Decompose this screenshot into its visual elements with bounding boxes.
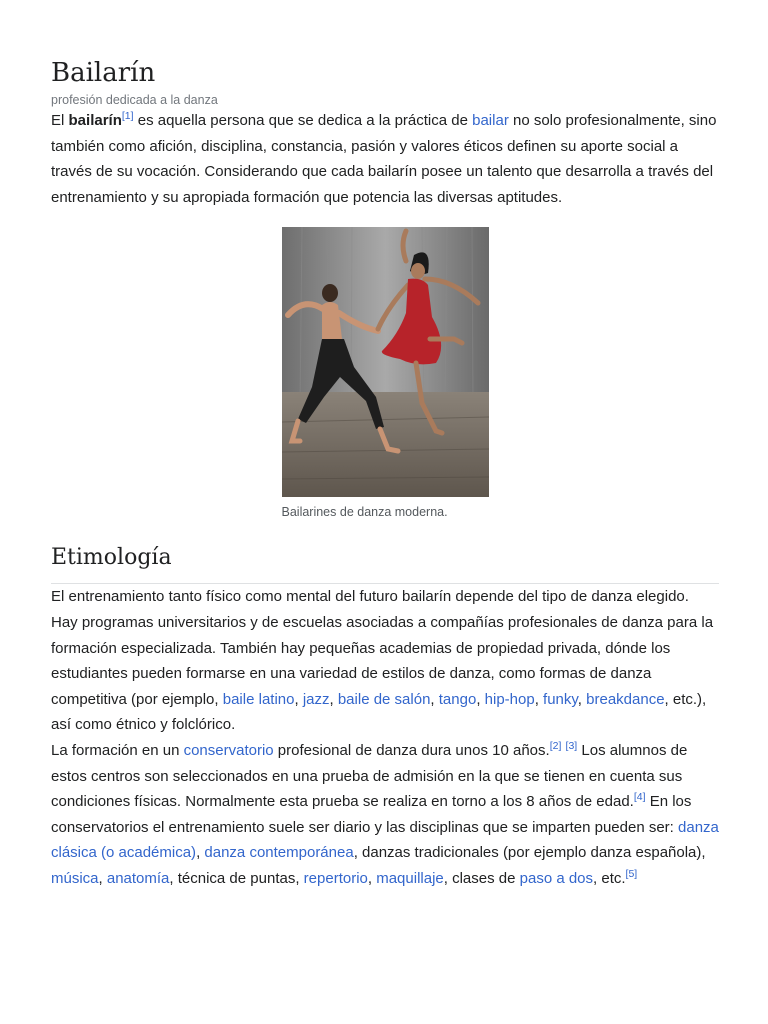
link-paso-a-dos[interactable]: paso a dos — [519, 869, 594, 887]
separator: , — [329, 690, 338, 708]
intro-text: no solo profesionalmente, sino también como afición, disciplina, constancia, pasión y valores éticos definen su aporte social a través de su vocación. Considerando que cada bailarín posee un talento que desarrolla a través del entrenamiento y su apropiada formación que potencia las diversas aptitudes. — [51, 112, 717, 206]
etimologia-paragraph-2 — [51, 738, 719, 892]
intro-bold-term: bailarín — [68, 112, 122, 129]
intro-text: es aquella persona que se dedica a la práctica de — [133, 112, 473, 129]
intro-text: El — [51, 112, 69, 129]
separator: , — [367, 869, 377, 887]
dancers-photo[interactable] — [282, 227, 489, 497]
link-danza-clasica[interactable]: danza clásica (o académica) — [51, 818, 719, 862]
paragraph-text: El entrenamiento tanto físico como mental del futuro bailarín depende del tipo de danza elegido. Hay programas universitarios y de escuelas asociadas a compañías profesionales de danza para la formación especializada. También hay pequeñas academias de propiedad privada, dónde los estudiantes pueden formarse en una variedad de estilos de danza, como formas de danza competitiva (por ejemplo, — [51, 588, 714, 708]
link-conservatorio[interactable]: conservatorio — [183, 741, 274, 759]
paragraph-text: , técnica de puntas, — [169, 869, 304, 887]
link-musica[interactable]: música — [51, 869, 99, 887]
paragraph-text: , etc. — [593, 869, 626, 887]
paragraph-text: La formación en un — [51, 741, 184, 759]
etimologia-paragraph-1 — [51, 584, 719, 738]
link-funky[interactable]: funky — [543, 690, 578, 708]
paragraph-text: profesional de danza dura unos 10 años. — [273, 741, 550, 759]
separator: , — [196, 844, 205, 862]
page-title: Bailarín — [51, 58, 156, 88]
link-danza-contemporanea[interactable]: danza contemporánea — [204, 844, 354, 862]
intro-paragraph — [51, 108, 719, 210]
article-page — [51, 56, 719, 892]
paragraph-text: , clases de — [443, 869, 520, 887]
link-baile-de-salon[interactable]: baile de salón — [337, 690, 431, 708]
link-breakdance[interactable]: breakdance — [586, 690, 665, 708]
separator: , — [577, 690, 587, 708]
link-tango[interactable]: tango — [438, 690, 477, 708]
link-maquillaje[interactable]: maquillaje — [376, 869, 444, 887]
paragraph-text: , etc.), así como étnico y folclórico. — [51, 690, 707, 734]
reference-3[interactable]: [3] — [565, 739, 578, 752]
section-heading-etimologia: Etimología — [51, 542, 719, 584]
separator: , — [476, 690, 485, 708]
separator: , — [534, 690, 544, 708]
page-subtitle: profesión dedicada a la danza — [51, 93, 218, 107]
paragraph-text: Los alumnos de estos centros son seleccionados en una prueba de admisión en la que se tienen en cuenta sus condiciones físicas. Normalmente esta prueba se realiza en torno a los 8 años de edad. — [51, 741, 688, 811]
reference-1[interactable]: [1] — [121, 110, 134, 122]
link-hip-hop[interactable]: hip-hop — [484, 690, 535, 708]
separator: , — [98, 869, 107, 887]
link-baile-latino[interactable]: baile latino — [222, 690, 295, 708]
reference-5[interactable]: [5] — [625, 867, 638, 880]
paragraph-text: En los conservatorios el entrenamiento suele ser diario y las disciplinas que se imparten pueden ser: — [51, 793, 692, 836]
separator: , — [294, 690, 303, 708]
reference-2[interactable]: [2] — [549, 739, 562, 752]
link-bailar[interactable]: bailar — [472, 112, 509, 129]
paragraph-text: , danzas tradicionales (por ejemplo danza española), — [353, 844, 706, 862]
reference-4[interactable]: [4] — [633, 791, 646, 804]
link-jazz[interactable]: jazz — [302, 690, 330, 708]
figure-caption: Bailarines de danza moderna. — [281, 505, 448, 520]
link-anatomia[interactable]: anatomía — [106, 869, 170, 887]
figure — [282, 227, 489, 520]
separator: , — [430, 690, 439, 708]
link-repertorio[interactable]: repertorio — [303, 869, 368, 887]
